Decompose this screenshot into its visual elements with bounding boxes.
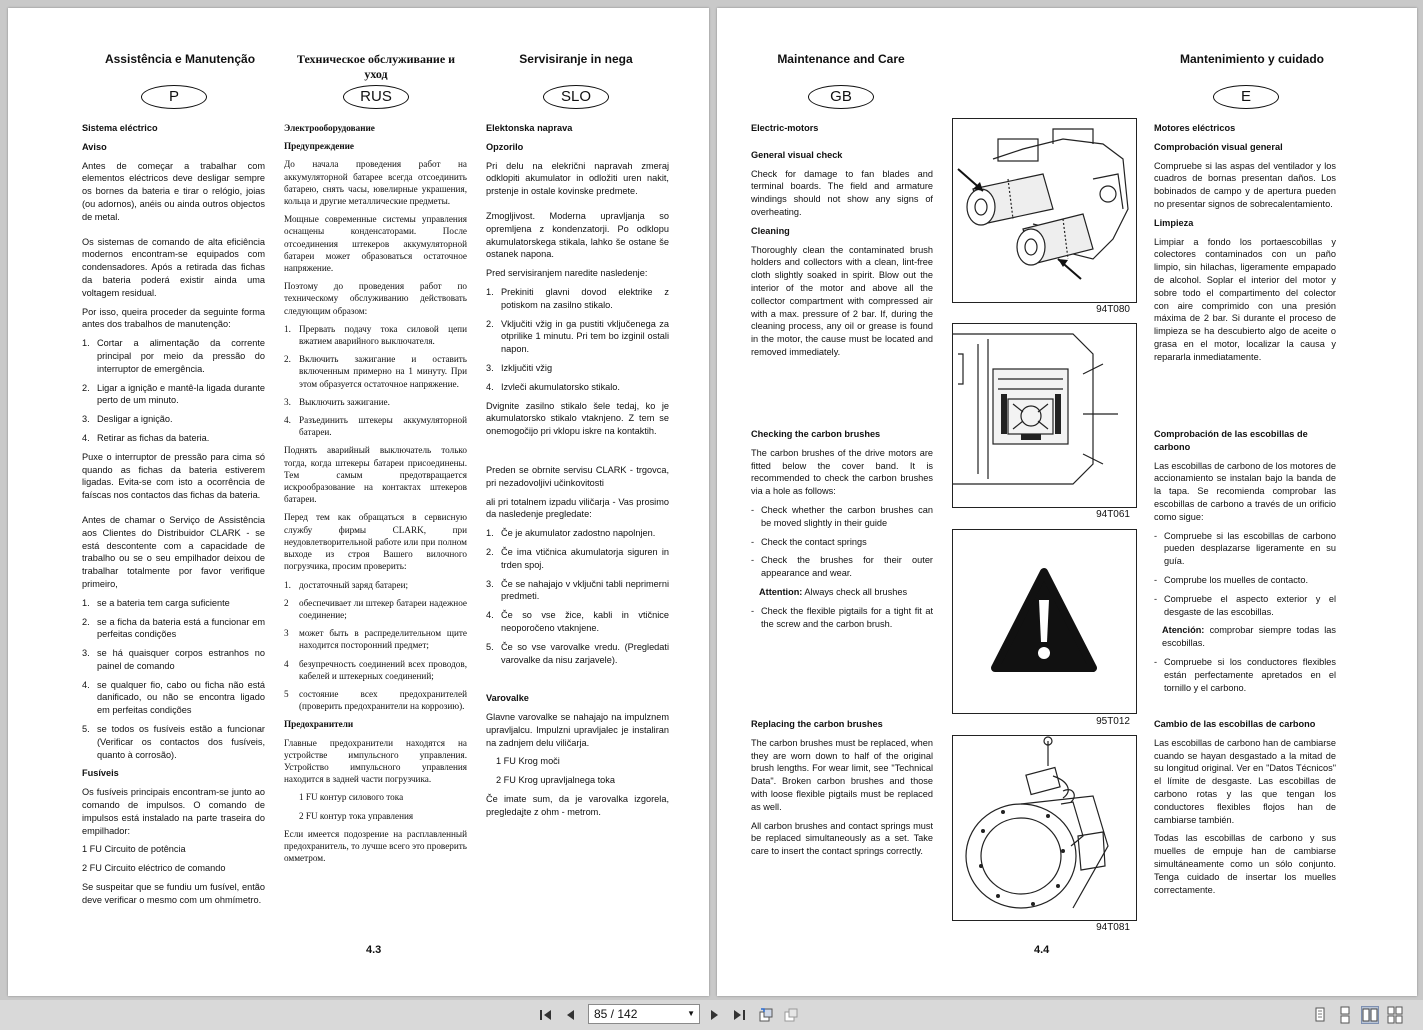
left-page — [8, 8, 709, 996]
warning-figure — [952, 529, 1137, 714]
list-number: 4. — [486, 610, 494, 621]
fuse-line: 2 FU Circuito eléctrico de comando — [82, 863, 226, 874]
list-text: Compruebe si las escobillas de carbono pueden desplazarse ligeramente en su guía. — [1164, 530, 1336, 567]
paragraph: All carbon brushes and contact springs must be replaced simultaneously as a set. Take care to insert the contact springs correctly. — [751, 820, 933, 857]
list-number: 1. — [284, 579, 291, 590]
section-heading: Elektonska naprava — [486, 123, 573, 133]
list-text: se qualquer fio, cabo ou ficha não está danificado, ou não se encontra ligado em perfeitas condições — [97, 679, 265, 716]
steps-list — [82, 337, 265, 445]
list-item — [284, 579, 467, 591]
list-text: безупречность соединений всех проводов, кабелей и штекерных соединений; — [299, 658, 467, 681]
section-heading: Checking the carbon brushes — [751, 429, 881, 439]
list-number: 3. — [82, 648, 90, 659]
paragraph: Thoroughly clean the contaminated brush holders and collectors with a clean, lint-free cloth slightly soaked in spirit. Blow out the interior of the motor and above all the collector compartment with compressed air with a max. pressure of 2 bar. If, during the cleaning process, any oil or grease is found in the motor, the cause must be located and removed immediately. — [751, 244, 933, 357]
list-text: Desligar a ignição. — [97, 414, 173, 425]
section-heading: Предохранители — [284, 719, 354, 730]
section-heading: Sistema eléctrico — [82, 123, 158, 133]
list-text: может быть в распределительном щите находится посторонний предмет; — [299, 628, 467, 651]
paragraph: Pri delu na elekrični napravah zmeraj odklopiti akumulator in odložiti uren nakit, prstenje in ostale kovinske predmete. — [486, 160, 669, 197]
section-heading: Comprobación de las escobillas de carbono — [1154, 429, 1308, 452]
list-text: Comprube los muelles de contacto. — [1164, 574, 1309, 585]
list-number: 4. — [82, 679, 90, 690]
list-number: 3 — [284, 628, 289, 639]
paragraph: Если имеется подозрение на расплавленный предохранитель, то лучше всего это проверить омметром. — [284, 828, 467, 864]
continuous-view-icon[interactable] — [1336, 1006, 1354, 1024]
list-text: se todos os fusíveis estão a funcionar (Verificar os contactos dos fusíveis, quanto à corrosão). — [97, 724, 265, 760]
fuse-line: 1 FU контур силового тока — [299, 792, 404, 803]
list-number: 1. — [284, 323, 291, 334]
steps-list — [284, 323, 467, 439]
list-text: Check the brushes for their outer appearance and wear. — [761, 555, 933, 579]
list-bullet: - — [751, 555, 755, 566]
list-item — [284, 658, 467, 682]
list-text: Če je akumulator zadostno napolnjen. — [501, 528, 656, 539]
pt-column — [82, 122, 265, 913]
list-item — [284, 353, 467, 390]
list-bullet: - — [1154, 593, 1158, 604]
viewer-toolbar — [0, 1000, 1423, 1030]
paragraph: Перед тем как обращаться в сервисную службу фирмы CLARK, при неудовлетворительной работе или при полном выходе из строя Вашего вилочного погрузчика, просим проверить: — [284, 512, 467, 572]
list-text: Compruebe si los conductores flexibles están perfectamente apretados en el tornillo y el carbono. — [1164, 656, 1336, 693]
list-item — [1154, 656, 1336, 694]
list-text: Check the flexible pigtails for a tight fit at the screw and the carbon brush. — [761, 605, 933, 629]
paragraph: До начала проведения работ на аккумуляторной батарее всегда отсоединить батарею, снять часы, ювелирные украшения, кольца и другие металлические предметы. — [284, 159, 467, 207]
list-number: 4. — [486, 381, 494, 392]
list-number: 1. — [82, 338, 90, 349]
gb-brush-check — [751, 428, 933, 636]
list-item — [486, 286, 669, 312]
paragraph: Antes de chamar o Serviço de Assistência aos Clientes do Distribuidor CLARK - se está descontente com a capacidade de trabalho ou se o seu empilhador deixou de trabalhar totalmente por favor verifique primeiro, — [82, 514, 265, 589]
paragraph: Limpiar a fondo los portaescobillas y colectores contaminados con un paño limpio, sin hilachas, ligeramente empapado de alcohol. Soplar el interior del motor y sobre todo el compartimento del colector con aire comprimido con una presión máxima de 2 bar. Si durante el proceso de limpieza se ha descubierto algo de aceite o grasa en el motor, localizar la causa y repararla inmediatamente. — [1154, 236, 1336, 362]
motor-brush-cover-figure — [952, 323, 1137, 508]
figure-caption: 94T061 — [1096, 509, 1130, 520]
rotate-icon[interactable] — [758, 1007, 774, 1023]
list-bullet: - — [1154, 574, 1158, 585]
section-heading: Varovalke — [486, 693, 529, 704]
section-heading: Cleaning — [751, 225, 790, 236]
electric-motor-figure — [952, 118, 1137, 303]
paragraph: Поднять аварийный выключатель только тогда, когда штекеры батареи присоединены. Тем самым предотвращается искрообразование на контактах штекеров батареи. — [284, 445, 467, 505]
list-item — [1154, 593, 1336, 619]
list-number: 1. — [82, 597, 90, 608]
list-bullet: - — [751, 605, 755, 616]
warning-heading: Aviso — [82, 141, 107, 152]
list-number: 3. — [284, 396, 291, 407]
gb-brush-replace — [751, 718, 933, 864]
previous-page-icon[interactable] — [563, 1007, 579, 1023]
paragraph: Če imate sum, da je varovalka izgorela, pregledajte z ohm - metrom. — [486, 794, 669, 817]
list-item — [284, 627, 467, 651]
fuse-line: 1 FU Krog moči — [496, 756, 560, 767]
paragraph: Glavne varovalke se nahajajo na impulznem upravljalcu. Impulzni upravljalec je instaliran na zadnjem delu viličarja. — [486, 712, 669, 748]
warning-heading: Предупреждение — [284, 141, 354, 152]
paragraph: Preden se obrnite servisu CLARK - trgovca, pri nezadovoljivi učinkovitosti — [486, 464, 669, 488]
list-text: Выключить зажигание. — [299, 396, 390, 407]
ru-lang-badge: RUS — [343, 85, 409, 109]
list-item — [284, 597, 467, 621]
list-text: Cortar a alimentação da corrente principal por meio da pressão do interruptor de emergência. — [97, 338, 265, 374]
list-item — [1154, 574, 1336, 587]
list-item — [82, 647, 265, 673]
list-text: Če ima vtičnica akumulatorja siguren in trden spoj. — [501, 546, 669, 570]
section-heading: Replacing the carbon brushes — [751, 719, 883, 729]
paragraph: Поэтому до проведения работ по техническому обслуживанию действовать следующим образом: — [284, 281, 467, 316]
paragraph: Dvignite zasilno stikalo šele tedaj, ko je akumulatorsko stikalo vtaknjeno. Z tem se onemogočijo pri vklopu iskre na kontaktih. — [486, 400, 669, 437]
ru-title: Техническое обслуживание и уход — [296, 52, 456, 81]
list-text: Prekiniti glavni dovod elektrike z potiskom na zasilno stikalo. — [501, 286, 669, 310]
list-text: Включить зажигание и оставить включенным примерно на 1 минуту. При этом образуется остаточное напряжение. — [299, 354, 467, 389]
pt-title: Assistência e Manutenção — [104, 52, 256, 66]
two-page-view-icon[interactable] — [1361, 1006, 1379, 1024]
list-text: Ligar a ignição e mantê-la ligada durante perto de um minuto. — [97, 382, 265, 406]
list-item — [486, 318, 669, 356]
list-text: достаточный заряд батареи; — [299, 579, 409, 590]
fuse-line: 2 FU Krog upravljalnega toka — [496, 775, 615, 786]
section-heading: Motores eléctricos — [1154, 123, 1236, 133]
list-item — [82, 382, 265, 408]
warning-heading: Opzorilo — [486, 141, 524, 152]
list-number: 4. — [284, 415, 291, 426]
section-heading: Fusíveis — [82, 768, 119, 779]
attention-label: Atención: — [1162, 625, 1205, 636]
gb-column — [751, 122, 933, 365]
ru-column — [284, 122, 467, 870]
slo-lang-badge: SLO — [543, 85, 609, 109]
checks-list — [284, 579, 467, 713]
brush-holder-drawing — [953, 736, 1136, 920]
list-item — [486, 381, 669, 394]
list-number: 2. — [82, 382, 90, 393]
attention-text: comprobar siempre todas las escobillas. — [1162, 625, 1336, 649]
list-bullet: - — [751, 536, 755, 547]
list-item — [486, 527, 669, 540]
paragraph: Главные предохранители находятся на устройстве импульсного управления. Устройство импульсного управления находится в задней части погрузчика. — [284, 737, 467, 785]
attention-label: Attention: — [759, 586, 803, 597]
list-number: 2 — [284, 597, 289, 608]
list-item — [751, 504, 933, 530]
list-text: se a ficha da bateria está a funcionar em perfeitas condições — [97, 616, 265, 640]
list-item — [82, 597, 265, 610]
list-number: 4 — [284, 658, 289, 669]
page-indicator: 85 / 142 — [594, 1007, 638, 1021]
list-text: Če so vse varovalke vredu. (Pregledati varovalke da nisu zarjavele). — [501, 641, 669, 665]
list-text: Če so vse žice, kabli in vtičnice neoporočeno vtaknjene. — [501, 610, 669, 633]
list-text: Če se nahajajo v vključni tabli neprimerni predmeti. — [501, 578, 669, 602]
section-heading: Comprobación visual general — [1154, 141, 1283, 152]
chevron-down-icon: ▼ — [687, 1009, 695, 1018]
list-number: 1. — [486, 286, 494, 297]
list-text: Retirar as fichas da bateria. — [97, 432, 210, 443]
paragraph: Todas las escobillas de carbono y sus muelles de empuje han de cambiarse simultáneamente como un sólo conjunto. Tenga cuidado de insertar los muelles correctamente. — [1154, 833, 1336, 895]
paragraph: Puxe o interruptor de pressão para cima só quando as fichas da bateria estiverem ligadas. Evita-se com isto a ocorrência de faíscas nos contactos das fichas da bateria. — [82, 451, 265, 501]
list-number: 5. — [486, 641, 494, 652]
page-number: 4.3 — [366, 944, 382, 956]
right-page — [717, 8, 1417, 996]
paragraph: Check for damage to fan blades and terminal boards. The field and armature windings should not show any signs of overheating. — [751, 168, 933, 217]
paragraph: Os sistemas de comando de alta eficiência modernos encontram-se equipados com condensadores. Após a retirada das fichas da bateria poderá existir ainda uma voltagem residual. — [82, 236, 265, 298]
es-lang-badge: E — [1213, 85, 1279, 109]
fit-icon[interactable] — [783, 1007, 799, 1023]
brush-holder-assembly-figure — [952, 735, 1137, 921]
list-number: 1. — [486, 528, 494, 539]
slo-column — [486, 122, 669, 825]
slo-title: Servisiranje in nega — [519, 52, 633, 66]
paragraph: Os fusíveis principais encontram-se junto ao comando de impulsos. O comando de impulsos está instalado na parte traseira do empilhador: — [82, 787, 265, 836]
list-item — [284, 396, 467, 408]
list-number: 2. — [486, 318, 494, 329]
section-heading: Limpieza — [1154, 217, 1194, 228]
list-text: Vključiti vžig in ga pustiti vključenega za otprilike 1 minutu. Pri tem bo izginil ostali napon. — [501, 318, 669, 355]
two-page-continuous-icon[interactable] — [1386, 1006, 1404, 1024]
list-number: 2. — [82, 616, 90, 627]
last-page-icon[interactable] — [731, 1007, 747, 1023]
page-number: 4.4 — [1034, 944, 1050, 956]
list-bullet: - — [1154, 656, 1158, 667]
page-number-select[interactable] — [588, 1004, 700, 1024]
list-item — [486, 609, 669, 635]
list-item — [751, 554, 933, 580]
figure-caption: 94T080 — [1096, 304, 1130, 315]
list-item — [751, 536, 933, 549]
checks-list — [82, 597, 265, 762]
list-text: состояние всех предохранителей (проверить предохранители на коррозию). — [299, 688, 467, 712]
paragraph: Las escobillas de carbono han de cambiarse cuando se hayan desgastado a la mitad de su longitud original. Ver en "Datos Técnicos" el límite de desgaste. Las escobillas de carbono rotas y las que tengan los conductores flexibles flojos han de cambiarse también. — [1154, 737, 1336, 825]
list-text: Прервать подачу тока силовой цепи вжатием аварийного выключателя. — [299, 323, 467, 347]
attention-note — [751, 586, 933, 599]
paragraph: Las escobillas de carbono de los motores de accionamiento se instalan bajo la banda de la tapa. Se recomienda comprobar las escobillas de carbono a través de un orificio como sigue: — [1154, 460, 1336, 522]
paragraph: Мощные современные системы управления оснащены конденсаторами. После отсоединения штекеров аккумуляторной батареи может образоваться остаточное напряжение. — [284, 214, 467, 274]
list-text: se há quaisquer corpos estranhos no painel de comando — [97, 648, 265, 671]
steps-list — [486, 286, 669, 394]
checks-list — [486, 527, 669, 666]
fuse-line: 1 FU Circuito de potência — [82, 844, 186, 855]
single-page-view-icon[interactable] — [1311, 1006, 1329, 1024]
paragraph: The carbon brushes of the drive motors are fitted below the cover band. It is recommended to check the carbon brushes via a hole as follows: — [751, 447, 933, 497]
es-brush-replace — [1154, 718, 1336, 902]
figure-caption: 95T012 — [1096, 716, 1130, 727]
section-heading: General visual check — [751, 149, 843, 160]
list-bullet: - — [1154, 530, 1158, 541]
list-number: 5 — [284, 688, 289, 699]
attention-text: Always check all brushes — [802, 586, 908, 597]
list-item — [486, 546, 669, 572]
electric-motor-drawing — [953, 119, 1136, 302]
list-number: 2. — [284, 354, 291, 365]
paragraph: Antes de começar a trabalhar com elementos eléctricos deve desligar sempre os bornes da bateria e tirar o relógio, joias (ou adornos), anéis ou ainda outros objectos de metal. — [82, 160, 265, 222]
paragraph: ali pri totalnem izpadu viličarja - Vas prosimo da nasledenje pregledate: — [486, 496, 669, 520]
list-item — [82, 337, 265, 375]
gb-title: Maintenance and Care — [777, 52, 905, 66]
paragraph: Pred servisiranjem naredite nasledenje: — [486, 268, 648, 279]
list-item — [82, 679, 265, 717]
list-item — [82, 723, 265, 761]
list-number: 3. — [486, 578, 494, 589]
attention-note — [1154, 624, 1336, 650]
motor-brush-cover-drawing — [953, 324, 1136, 507]
es-title: Mantenimiento y cuidado — [1179, 52, 1324, 66]
fuse-line: 2 FU контур тока управления — [299, 810, 414, 821]
list-number: 5. — [82, 724, 90, 735]
es-column — [1154, 122, 1336, 370]
list-text: Compruebe el aspecto exterior y el desgaste de las escobillas. — [1164, 593, 1336, 617]
list-item — [284, 688, 467, 712]
figure-caption: 94T081 — [1096, 922, 1130, 933]
list-item — [82, 432, 265, 445]
list-text: обеспечивает ли штекер батареи надежное соединение; — [299, 597, 467, 620]
list-item — [82, 616, 265, 642]
list-text: Check whether the carbon brushes can be moved slightly in their guide — [761, 504, 933, 528]
list-text: Izvleči akumulatorsko stikalo. — [501, 381, 620, 392]
list-number: 2. — [486, 546, 494, 557]
list-item — [82, 413, 265, 426]
list-item — [284, 323, 467, 347]
list-number: 3. — [82, 414, 90, 425]
section-heading: Cambio de las escobillas de carbono — [1154, 719, 1316, 729]
section-heading: Electric-motors — [751, 123, 819, 133]
list-item — [486, 641, 669, 667]
paragraph: The carbon brushes must be replaced, when they are worn down to half of the original brush lengths. For wear limit, see "Technical Data". Broken carbon brushes and those with loose flexible pigtails must be replaced as well. — [751, 737, 933, 812]
list-bullet: - — [751, 504, 755, 515]
list-text: Izključiti vžig — [501, 362, 553, 373]
list-item — [486, 362, 669, 375]
list-number: 4. — [82, 432, 90, 443]
list-item — [1154, 530, 1336, 568]
section-heading: Электрооборудование — [284, 123, 375, 133]
paragraph: Compruebe si las aspas del ventilador y los cuadros de bornas presentan daños. Los bobinados de campo y de apertura pueden no presentar signos de sobrecalentamiento. — [1154, 160, 1336, 209]
paragraph: Zmogljivost. Moderna upravljanja so opremljena z kondenzatorji. Po odklopu akumulatorskega stikala, lahko še ostane še ostanek napona. — [486, 210, 669, 260]
list-item — [284, 414, 467, 438]
warning-triangle-icon — [953, 530, 1136, 713]
list-item — [751, 605, 933, 631]
list-text: se a bateria tem carga suficiente — [97, 597, 230, 608]
list-item — [486, 578, 669, 604]
list-text: Разъединить штекеры аккумуляторной батареи. — [299, 415, 467, 438]
paragraph: Se suspeitar que se fundiu um fusível, então deve verificar o mesmo com um ohmímetro. — [82, 882, 265, 905]
list-text: Check the contact springs — [761, 536, 867, 547]
list-number: 3. — [486, 362, 494, 373]
paragraph: Por isso, queira proceder da seguinte forma antes dos trabalhos de manutenção: — [82, 306, 265, 330]
gb-lang-badge: GB — [808, 85, 874, 109]
pt-lang-badge: P — [141, 85, 207, 109]
es-brush-check — [1154, 428, 1336, 700]
first-page-icon[interactable] — [538, 1007, 554, 1023]
next-page-icon[interactable] — [706, 1007, 722, 1023]
